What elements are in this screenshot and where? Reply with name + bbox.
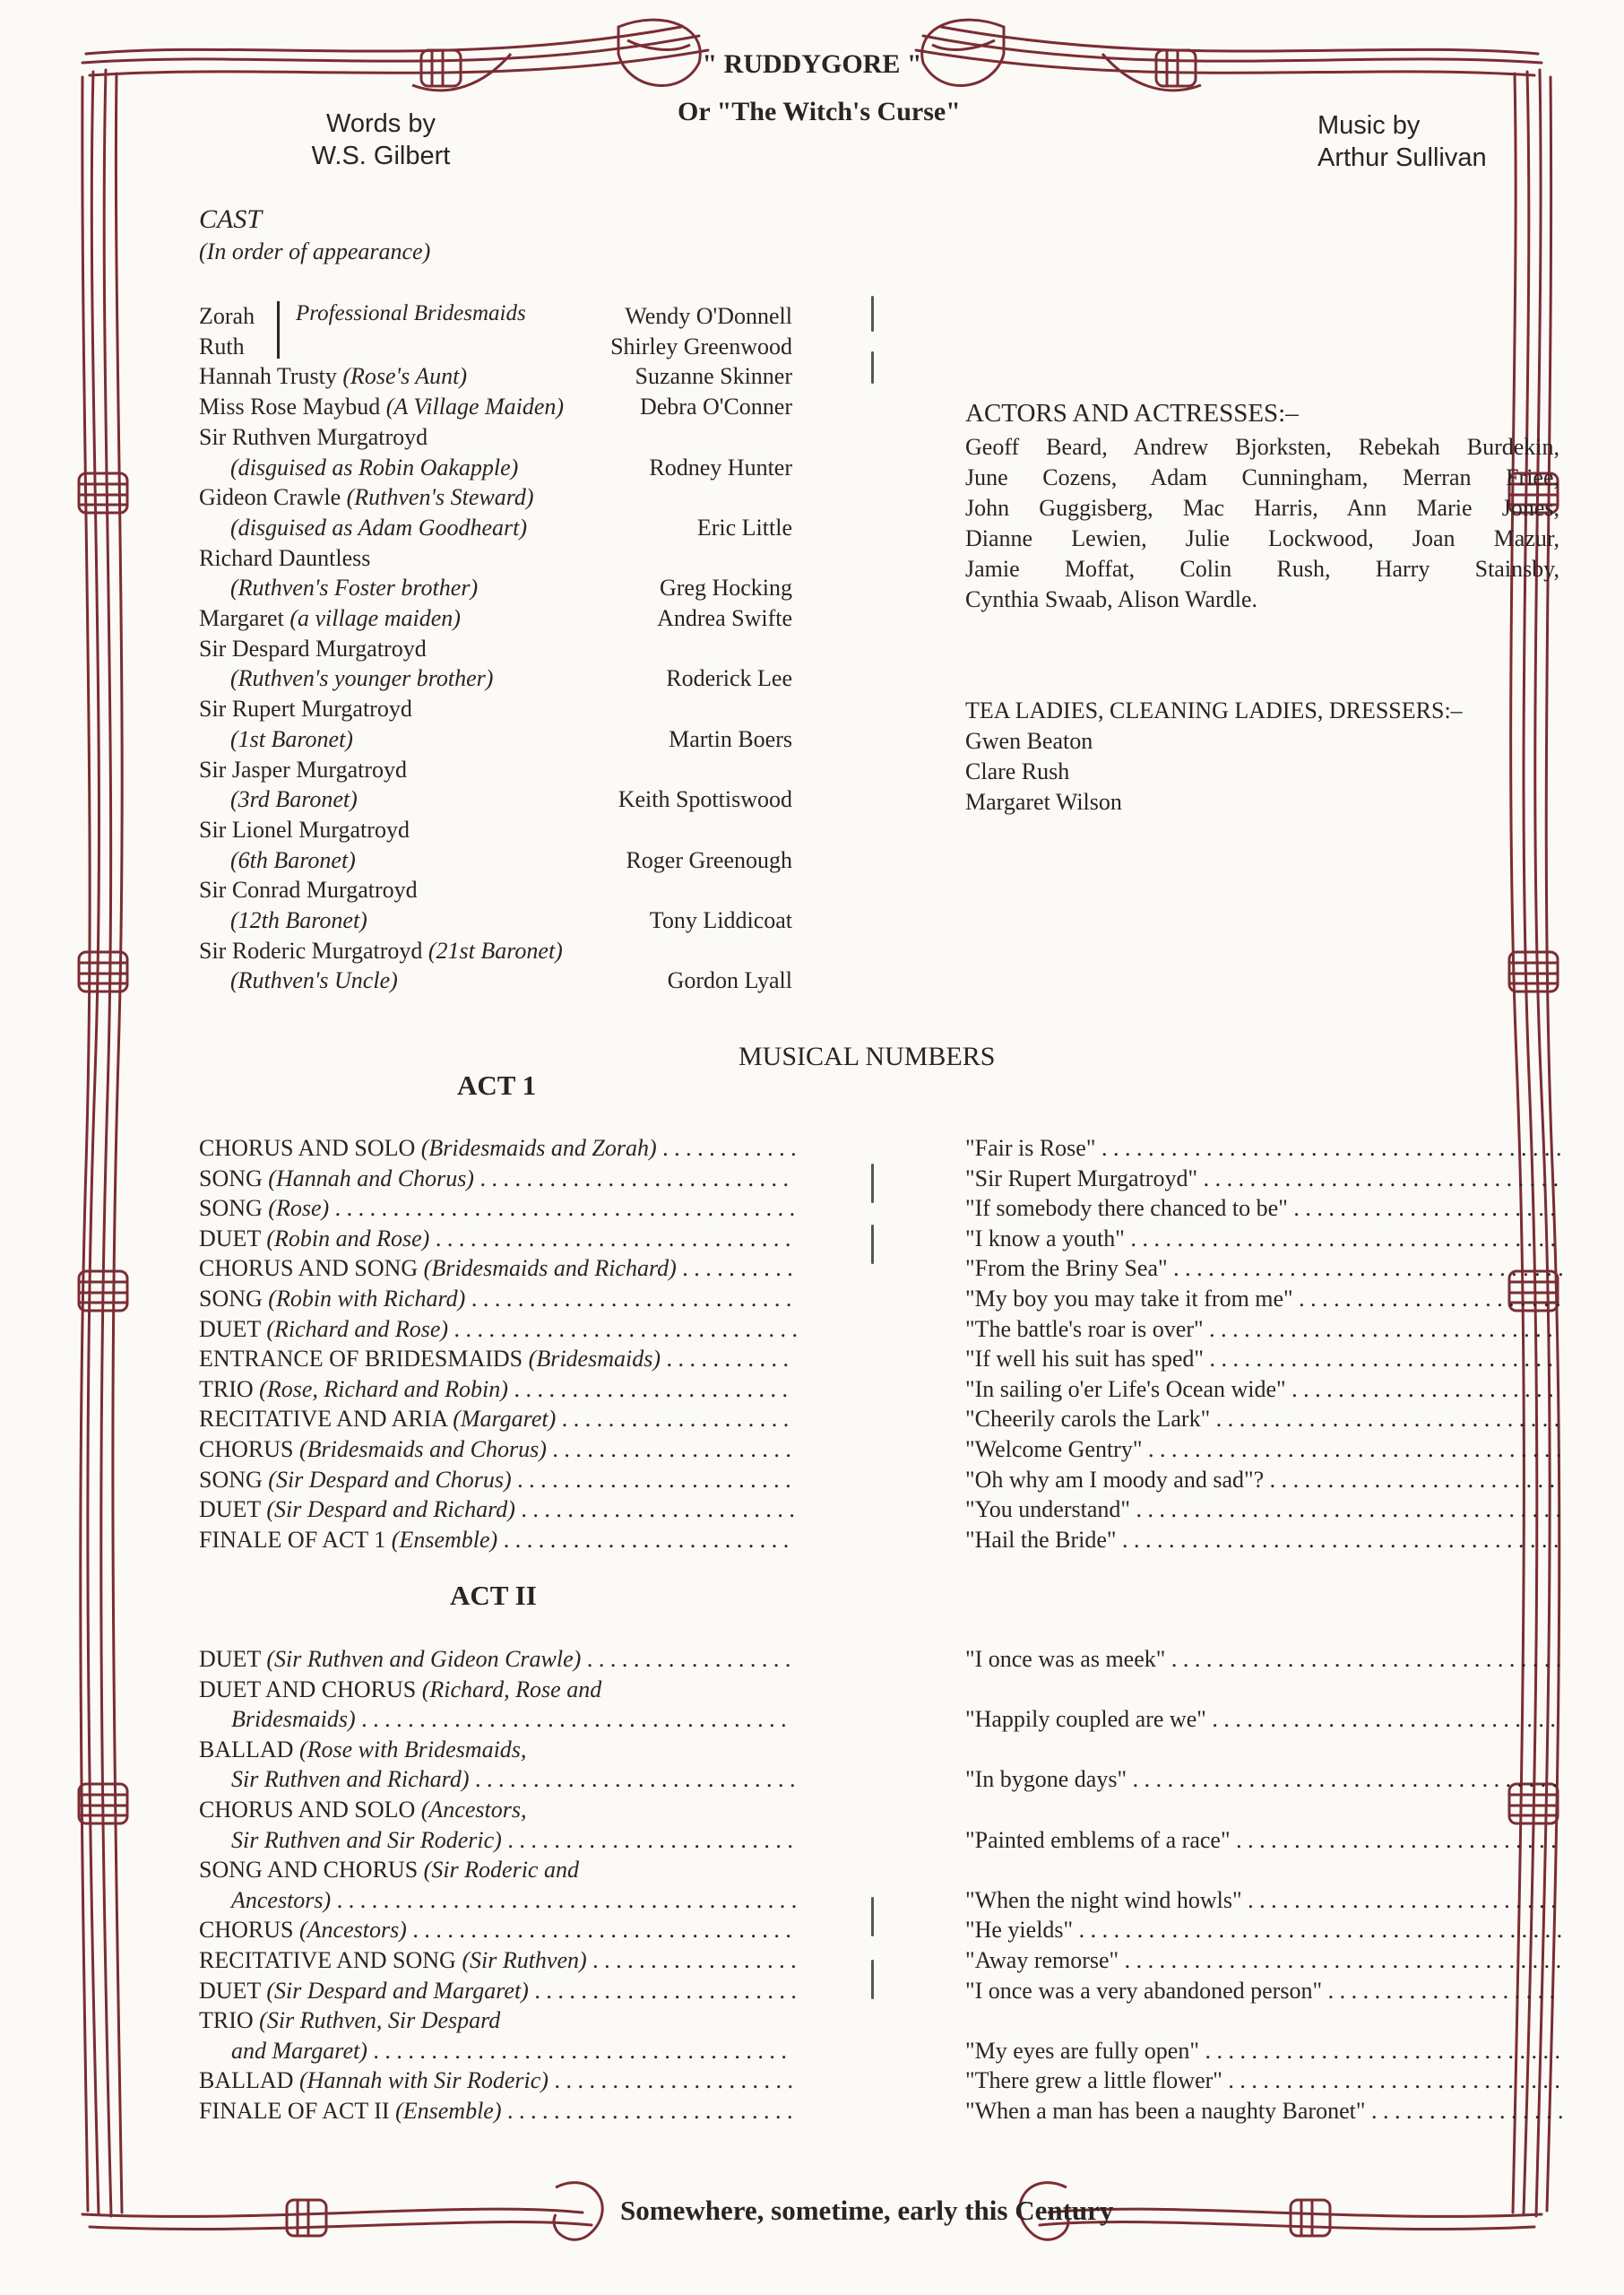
words-by-credit xyxy=(291,108,471,172)
song-title-text: "My boy you may take it from me" xyxy=(965,1286,1293,1312)
number-performers: (Bridesmaids and Zorah) xyxy=(420,1135,657,1161)
musical-number xyxy=(199,1224,798,1253)
tea-ladies-names xyxy=(965,726,1122,818)
number-type: FINALE OF ACT 1 xyxy=(199,1526,386,1553)
number-performers-cont: and Margaret) xyxy=(231,2037,367,2064)
number-performers: (Rose, Richard and Robin) xyxy=(259,1375,508,1402)
number-type: FINALE OF ACT II xyxy=(199,2098,390,2124)
staple-mark xyxy=(871,1897,874,1936)
song-title xyxy=(965,1133,1564,1163)
staple-mark xyxy=(871,296,874,332)
song-title xyxy=(965,1314,1564,1344)
song-title-text: "There grew a little flower" xyxy=(965,2067,1222,2094)
music-by-name: Arthur Sullivan xyxy=(1317,143,1487,172)
staple-mark xyxy=(871,1225,874,1264)
musical-number xyxy=(199,1915,798,1944)
cast-actor: Wendy O'Donnell xyxy=(625,303,792,329)
musical-number xyxy=(199,1253,798,1283)
number-performers: (Richard, Rose and xyxy=(421,1676,602,1702)
cast-row xyxy=(199,694,792,723)
musical-number xyxy=(199,1855,798,1884)
tea-lady-name: Margaret Wilson xyxy=(965,789,1122,815)
words-by-label: Words by xyxy=(326,109,436,138)
cast-role-note: (Ruthven's Steward) xyxy=(346,484,534,511)
number-performers: (Sir Despard and Richard) xyxy=(266,1496,515,1523)
cast-row xyxy=(199,392,792,421)
cast-actor: Eric Little xyxy=(696,514,792,541)
musical-number xyxy=(199,2066,798,2095)
cast-row xyxy=(199,875,792,905)
song-title-text: "From the Briny Sea" xyxy=(965,1255,1168,1282)
number-performers: (Sir Despard and Chorus) xyxy=(268,1466,512,1493)
number-performers: (Bridesmaids and Chorus) xyxy=(298,1436,547,1462)
number-type: SONG xyxy=(199,1165,263,1191)
song-title xyxy=(965,1253,1564,1283)
number-performers: (Sir Despard and Margaret) xyxy=(266,1977,529,2004)
musical-number xyxy=(199,1675,798,1704)
cast-actor: Tony Liddicoat xyxy=(649,907,792,933)
cast-row xyxy=(199,543,792,573)
cast-role-note: (Ruthven's Foster brother) xyxy=(230,575,479,602)
song-title xyxy=(965,1644,1564,1674)
cast-row xyxy=(199,513,792,542)
cast-role-note: (disguised as Adam Goodheart) xyxy=(230,514,528,541)
song-title xyxy=(965,1494,1564,1524)
number-type: CHORUS xyxy=(199,1436,294,1462)
cast-role-note: (A Village Maiden) xyxy=(385,394,565,420)
cast-row xyxy=(199,845,792,875)
number-performers: (Richard and Rose) xyxy=(266,1315,449,1342)
cast-role: Hannah Trusty xyxy=(199,363,337,390)
actors-line: Cynthia Swaab, Alison Wardle. xyxy=(965,586,1258,612)
number-type: DUET xyxy=(199,1646,261,1672)
setting-footer: Somewhere, sometime, early this Century xyxy=(620,2195,1114,2226)
tea-ladies-heading: TEA LADIES, CLEANING LADIES, DRESSERS:– xyxy=(965,697,1463,723)
cast-row xyxy=(199,815,792,844)
song-title-text: "Hail the Bride" xyxy=(965,1526,1117,1553)
song-title xyxy=(965,1885,1564,1915)
cast-role: Sir Roderic Murgatroyd xyxy=(199,937,423,964)
song-title-text: "In bygone days" xyxy=(965,1766,1127,1793)
cast-actor: Suzanne Skinner xyxy=(635,363,792,390)
musical-number xyxy=(199,1193,798,1223)
song-title-text: "He yields" xyxy=(965,1917,1074,1944)
cast-role-note: (Rose's Aunt) xyxy=(342,363,468,390)
song-title-text: "When a man has been a naughty Baronet" xyxy=(965,2098,1366,2124)
number-type: TRIO xyxy=(199,1375,254,1402)
cast-row xyxy=(199,361,792,391)
show-subtitle: Or "The Witch's Curse" xyxy=(678,97,961,126)
bridesmaids-note: Professional Bridesmaids xyxy=(296,301,526,325)
number-performers: (Ancestors, xyxy=(420,1797,527,1823)
cast-heading: CAST xyxy=(199,204,263,234)
tea-lady-name: Gwen Beaton xyxy=(965,728,1093,754)
actors-line: June Cozens, Adam Cunningham, Merran Friee, xyxy=(965,464,1559,490)
song-title-text: "You understand" xyxy=(965,1496,1130,1523)
song-title xyxy=(965,1465,1564,1494)
number-type: CHORUS AND SOLO xyxy=(199,1797,416,1823)
cast-row xyxy=(199,573,792,602)
cast-row xyxy=(199,905,792,935)
cast-role-note: (21st Baronet) xyxy=(428,937,563,964)
song-title xyxy=(965,1764,1564,1794)
song-title-text: "Cheerily carols the Lark" xyxy=(965,1406,1211,1433)
song-title xyxy=(965,1344,1564,1373)
cast-order-note: (In order of appearance) xyxy=(199,238,431,264)
number-performers: (Hannah with Sir Roderic) xyxy=(298,2067,549,2094)
cast-row xyxy=(199,966,792,995)
show-title: " RUDDYGORE " xyxy=(702,49,922,79)
number-type: SONG xyxy=(199,1286,263,1312)
number-performers: (Ancestors) xyxy=(298,1917,407,1944)
song-title xyxy=(965,1945,1564,1975)
musical-number xyxy=(199,1434,798,1464)
song-title xyxy=(965,2066,1564,2095)
cast-actor: Rodney Hunter xyxy=(649,454,792,481)
cast-role-note: (12th Baronet) xyxy=(230,907,367,933)
song-title-text: "Sir Rupert Murgatroyd" xyxy=(965,1165,1198,1191)
number-type: BALLAD xyxy=(199,2067,294,2094)
musical-numbers-heading: MUSICAL NUMBERS xyxy=(739,1042,996,1071)
cast-role-note: (Ruthven's Uncle) xyxy=(230,967,398,994)
number-performers: (Bridesmaids and Richard) xyxy=(423,1255,677,1282)
number-type: BALLAD xyxy=(199,1736,294,1762)
song-title-text: "Painted emblems of a race" xyxy=(965,1826,1231,1853)
act1-heading: ACT 1 xyxy=(457,1070,537,1101)
cast-actor: Martin Boers xyxy=(669,725,792,752)
song-title xyxy=(965,1525,1564,1555)
musical-number xyxy=(199,1494,798,1524)
number-type: CHORUS xyxy=(199,1917,294,1944)
musical-number xyxy=(199,1465,798,1494)
number-type: RECITATIVE AND SONG xyxy=(199,1947,456,1973)
number-performers: (Margaret) xyxy=(453,1406,557,1433)
song-title-text: "If well his suit has sped" xyxy=(965,1346,1205,1373)
number-performers-cont: Ancestors) xyxy=(231,1886,332,1913)
number-performers: (Sir Ruthven) xyxy=(462,1947,587,1973)
actors-block xyxy=(965,432,1559,615)
song-title-text: "Happily coupled are we" xyxy=(965,1706,1206,1733)
actors-line: Dianne Lewien, Julie Lockwood, Joan Mazur, xyxy=(965,525,1559,551)
staple-mark xyxy=(871,351,874,384)
musical-number xyxy=(199,1795,798,1824)
tea-lady-name: Clare Rush xyxy=(965,758,1070,784)
musical-number xyxy=(199,1314,798,1344)
song-title xyxy=(965,1164,1564,1193)
musical-number xyxy=(199,1976,798,2005)
staple-mark xyxy=(871,1164,874,1203)
song-title-text: "My eyes are fully open" xyxy=(965,2037,1199,2064)
cast-role: Gideon Crawle xyxy=(199,484,341,511)
cast-role: Richard Dauntless xyxy=(199,544,371,571)
song-title xyxy=(965,1704,1564,1734)
cast-role-note: (a village maiden) xyxy=(289,605,461,631)
song-title xyxy=(965,2096,1564,2126)
cast-role: Miss Rose Maybud xyxy=(199,394,381,420)
musical-number xyxy=(199,1735,798,1764)
act2-heading: ACT II xyxy=(450,1580,537,1611)
cast-role: Sir Despard Murgatroyd xyxy=(199,635,427,662)
cast-row xyxy=(199,422,792,452)
cast-role-note: (Ruthven's younger brother) xyxy=(230,665,494,692)
song-title-text: "Fair is Rose" xyxy=(965,1135,1096,1161)
number-performers: (Hannah and Chorus) xyxy=(268,1165,474,1191)
musical-number xyxy=(199,2096,798,2126)
cast-row xyxy=(199,482,792,512)
music-by-credit xyxy=(1317,109,1487,174)
number-type: CHORUS AND SOLO xyxy=(199,1135,416,1161)
music-by-label: Music by xyxy=(1317,111,1421,140)
number-type: SONG xyxy=(199,1466,263,1493)
cast-role-note: (3rd Baronet) xyxy=(230,786,358,813)
number-performers: (Sir Roderic and xyxy=(423,1857,579,1884)
song-title xyxy=(965,1404,1564,1433)
cast-row xyxy=(199,453,792,482)
cast-actor: Debra O'Conner xyxy=(639,394,792,420)
cast-role-note: (1st Baronet) xyxy=(230,725,353,752)
song-title-text: "If somebody there chanced to be" xyxy=(965,1195,1288,1222)
musical-number xyxy=(199,1945,798,1975)
musical-number-cont xyxy=(199,1704,798,1734)
cast-role: Sir Ruthven Murgatroyd xyxy=(199,423,428,450)
song-title xyxy=(965,1284,1564,1313)
cast-role: Margaret xyxy=(199,605,284,631)
number-performers: (Bridesmaids) xyxy=(528,1346,661,1373)
cast-row xyxy=(199,724,792,754)
musical-number xyxy=(199,1644,798,1674)
cast-role: Sir Conrad Murgatroyd xyxy=(199,877,418,904)
musical-number-cont xyxy=(199,2036,798,2066)
musical-number xyxy=(199,1525,798,1555)
song-title-text: "I once was a very abandoned person" xyxy=(965,1977,1323,2004)
number-performers: (Robin and Rose) xyxy=(266,1225,430,1251)
musical-number-cont xyxy=(199,1825,798,1855)
cast-row xyxy=(199,755,792,784)
cast-row xyxy=(199,784,792,814)
number-type: TRIO xyxy=(199,2007,254,2034)
cast-actor: Andrea Swifte xyxy=(657,605,792,631)
number-performers-cont: Bridesmaids) xyxy=(231,1706,356,1733)
song-title xyxy=(965,1224,1564,1253)
actors-line: Geoff Beard, Andrew Bjorksten, Rebekah Burdekin, xyxy=(965,434,1559,460)
number-performers: (Ensemble) xyxy=(391,1526,498,1553)
song-title-text: "Welcome Gentry" xyxy=(965,1436,1143,1462)
cast-row xyxy=(199,634,792,663)
song-title-text: "Away remorse" xyxy=(965,1947,1119,1973)
number-type: CHORUS AND SONG xyxy=(199,1255,419,1282)
song-title xyxy=(965,1193,1564,1223)
song-title xyxy=(965,1434,1564,1464)
number-performers-cont: Sir Ruthven and Sir Roderic) xyxy=(231,1826,502,1853)
number-type: DUET xyxy=(199,1496,261,1523)
musical-number xyxy=(199,1284,798,1313)
cast-role: Sir Jasper Murgatroyd xyxy=(199,756,408,783)
song-title-text: "I know a youth" xyxy=(965,1225,1125,1251)
actors-line: John Guggisberg, Mac Harris, Ann Marie Jones, xyxy=(965,495,1559,521)
actors-line: Jamie Moffat, Colin Rush, Harry Stainsby, xyxy=(965,556,1559,582)
cast-role-note: (disguised as Robin Oakapple) xyxy=(230,454,519,481)
bridesmaids-brace xyxy=(270,301,280,359)
number-performers: (Sir Ruthven and Gideon Crawle) xyxy=(266,1646,582,1672)
number-performers-cont: Sir Ruthven and Richard) xyxy=(231,1766,470,1793)
song-title-text: "Oh why am I moody and sad"? xyxy=(965,1466,1265,1493)
number-performers: (Sir Ruthven, Sir Despard xyxy=(259,2007,501,2034)
words-by-name: W.S. Gilbert xyxy=(311,142,451,170)
song-title-text: "I once was as meek" xyxy=(965,1646,1166,1672)
number-type: DUET xyxy=(199,1977,261,2004)
song-title xyxy=(965,1976,1564,2005)
actors-heading: ACTORS AND ACTRESSES:– xyxy=(965,399,1299,428)
cast-row xyxy=(199,603,792,633)
cast-actor: Roderick Lee xyxy=(666,665,792,692)
musical-number xyxy=(199,2005,798,2035)
musical-number xyxy=(199,1374,798,1404)
song-title-text: "When the night wind howls" xyxy=(965,1886,1242,1913)
number-performers: (Robin with Richard) xyxy=(268,1286,466,1312)
number-type: RECITATIVE AND ARIA xyxy=(199,1406,447,1433)
song-title xyxy=(965,1374,1564,1404)
cast-row xyxy=(199,663,792,693)
number-type: SONG xyxy=(199,1195,263,1222)
musical-number xyxy=(199,1133,798,1163)
cast-actor: Gordon Lyall xyxy=(667,967,792,994)
song-title xyxy=(965,1915,1564,1944)
cast-actor: Shirley Greenwood xyxy=(610,333,792,359)
cast-role: Zorah xyxy=(199,303,255,329)
number-type: ENTRANCE OF BRIDESMAIDS xyxy=(199,1346,523,1373)
cast-role-note: (6th Baronet) xyxy=(230,846,356,873)
musical-number xyxy=(199,1344,798,1373)
number-type: DUET AND CHORUS xyxy=(199,1676,417,1702)
staple-mark xyxy=(871,1960,874,1999)
cast-role: Ruth xyxy=(199,333,245,359)
song-title xyxy=(965,2036,1564,2066)
number-performers: (Rose) xyxy=(268,1195,330,1222)
cast-role: Sir Rupert Murgatroyd xyxy=(199,696,412,723)
musical-number xyxy=(199,1164,798,1193)
musical-number-cont xyxy=(199,1885,798,1915)
musical-number-cont xyxy=(199,1764,798,1794)
number-performers: (Ensemble) xyxy=(395,2098,502,2124)
cast-role: Sir Lionel Murgatroyd xyxy=(199,816,410,843)
cast-actor: Roger Greenough xyxy=(626,846,792,873)
number-performers: (Rose with Bridesmaids, xyxy=(298,1736,527,1762)
cast-actor: Keith Spottiswood xyxy=(618,786,792,813)
cast-row xyxy=(199,332,792,361)
cast-row xyxy=(199,936,792,966)
song-title xyxy=(965,1825,1564,1855)
number-type: DUET xyxy=(199,1225,261,1251)
number-type: DUET xyxy=(199,1315,261,1342)
song-title-text: "In sailing o'er Life's Ocean wide" xyxy=(965,1375,1286,1402)
song-title-text: "The battle's roar is over" xyxy=(965,1315,1204,1342)
musical-number xyxy=(199,1404,798,1433)
number-type: SONG AND CHORUS xyxy=(199,1857,419,1884)
cast-actor: Greg Hocking xyxy=(659,575,792,602)
